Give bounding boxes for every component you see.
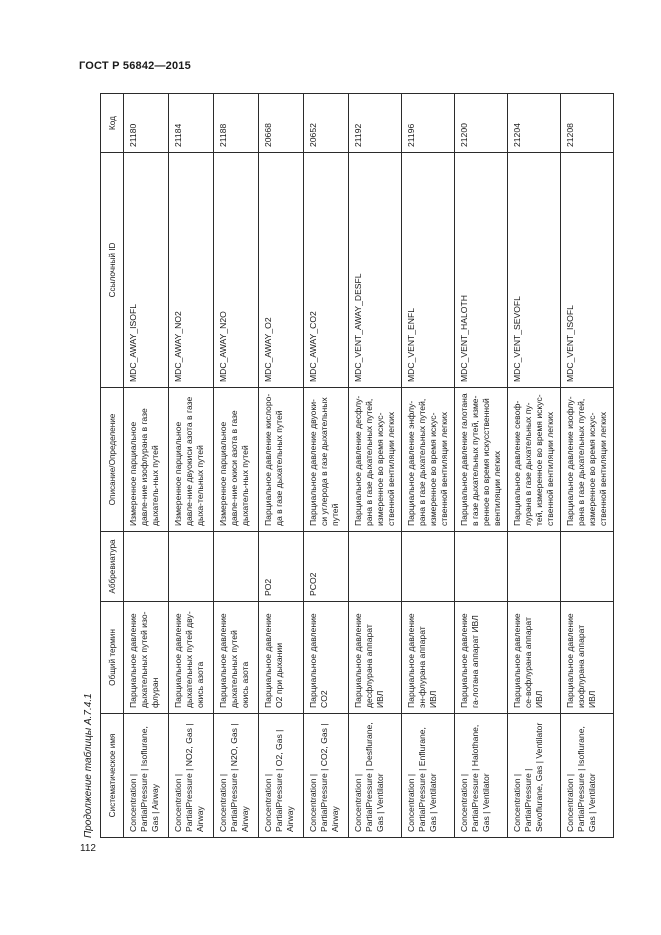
cell-abbreviation — [124, 532, 169, 602]
cell-common-term: Парциальное давление изофлурана аппарат ИВЛ — [561, 602, 614, 714]
cell-description: Парциальное давление десфлу-рана в газе дыхательных путей, измеренное во время искус-ственной вентиляции легких — [349, 388, 402, 532]
cell-abbreviation — [508, 532, 561, 602]
rotated-table-block — [78, 94, 608, 838]
cell-system-name: Concentration | PartialPressure | N2O, Gas | Airway — [214, 714, 259, 838]
cell-system-name: Concentration | PartialPressure | Desflurane, Gas | Ventilator — [349, 714, 402, 838]
cell-common-term: Парциальное давление CO2 — [304, 602, 349, 714]
cell-system-name: Concentration | PartialPressure | Sevoflurane, Gas | Ventilator — [508, 714, 561, 838]
cell-description: Парциальное давление изофлу-рана в газе дыхательных путей, измеренное во время искус-ственной вентиляции легких — [561, 388, 614, 532]
cell-system-name: Concentration | PartialPressure | Halothane, Gas | Ventilator — [455, 714, 508, 838]
cell-abbreviation — [214, 532, 259, 602]
cell-description: Парциальное давление галотана в газе дыхательных путей, изме-ренное во время искусственной вентиляции легких — [455, 388, 508, 532]
cell-code: 21184 — [169, 94, 214, 153]
cell-code: 21192 — [349, 94, 402, 153]
cell-common-term: Парциальное давление га-лотана аппарат ИВЛ — [455, 602, 508, 714]
header-abbreviation: Аббревиатура — [101, 532, 124, 602]
table-row — [259, 94, 304, 838]
header-description: Описание/Определение — [101, 388, 124, 532]
table-row — [214, 94, 259, 838]
header-code: Код — [101, 94, 124, 153]
cell-reference-id: MDC_AWAY_NO2 — [169, 153, 214, 388]
document-header: ГОСТ Р 56842—2015 — [79, 60, 191, 72]
cell-reference-id: MDC_VENT_HALOTH — [455, 153, 508, 388]
table-row — [402, 94, 455, 838]
cell-code: 21196 — [402, 94, 455, 153]
cell-abbreviation — [169, 532, 214, 602]
cell-common-term: Парциальное давление дыхательных путей окись азота — [214, 602, 259, 714]
cell-description: Парциальное давление энфлу-рана в газе дыхательных путей, измеренное во время искус-ственной вентиляции легких — [402, 388, 455, 532]
cell-description: Парциальное давление севоф-лурана в газе дыхательных пу-тей, измеренное во время искус-ственной вентиляции легких — [508, 388, 561, 532]
table-header-row — [101, 94, 124, 838]
cell-code: 20652 — [304, 94, 349, 153]
table-body — [124, 94, 614, 838]
cell-common-term: Парциальное давление десфлурана аппарат ИВЛ — [349, 602, 402, 714]
cell-system-name: Concentration | PartialPressure | Enflurane, Gas | Ventilator — [402, 714, 455, 838]
header-common-term: Общий термин — [101, 602, 124, 714]
header-reference-id: Ссылочный ID — [101, 153, 124, 388]
cell-reference-id: MDC_AWAY_O2 — [259, 153, 304, 388]
cell-common-term: Парциальное давление дыхательных путей изо-флуран — [124, 602, 169, 714]
cell-description: Парциальное давление двуоки-си углерода в газе дыхательных путей — [304, 388, 349, 532]
cell-abbreviation: PCO2 — [304, 532, 349, 602]
cell-code: 21208 — [561, 94, 614, 153]
terms-table — [100, 93, 614, 838]
cell-reference-id: MDC_AWAY_N2O — [214, 153, 259, 388]
cell-code: 21200 — [455, 94, 508, 153]
cell-abbreviation — [402, 532, 455, 602]
cell-reference-id: MDC_VENT_SEVOFL — [508, 153, 561, 388]
cell-system-name: Concentration | PartialPressure | Isoflurane, Gas | Ventilator — [561, 714, 614, 838]
table-row — [349, 94, 402, 838]
cell-common-term: Парциальное давление эн-флурана аппарат ИВЛ — [402, 602, 455, 714]
cell-abbreviation — [455, 532, 508, 602]
cell-common-term: Парциальное давление дыхательных путей дву-окись азота — [169, 602, 214, 714]
cell-reference-id: MDC_AWAY_CO2 — [304, 153, 349, 388]
cell-description: Измеренное парциальное давле-ние окиси азота в газе дыхатель-ных путей — [214, 388, 259, 532]
cell-reference-id: MDC_VENT_AWAY_DESFL — [349, 153, 402, 388]
table-row — [169, 94, 214, 838]
table-row — [561, 94, 614, 838]
table-row — [124, 94, 169, 838]
cell-system-name: Concentration | PartialPressure | O2, Gas | Airway — [259, 714, 304, 838]
cell-code: 20668 — [259, 94, 304, 153]
table-row — [455, 94, 508, 838]
cell-reference-id: MDC_VENT_ENFL — [402, 153, 455, 388]
cell-system-name: Concentration | PartialPressure | CO2, Gas | Airway — [304, 714, 349, 838]
cell-description: Парциальное давление кислоро-да в газе дыхательных путей — [259, 388, 304, 532]
cell-description: Измеренное парциальное давле-ние двуокиси азота в газе дыха-тельных путей — [169, 388, 214, 532]
cell-abbreviation — [561, 532, 614, 602]
table-caption: Продолжение таблицы А.7.4.1 — [83, 693, 94, 838]
table-row — [304, 94, 349, 838]
cell-code: 21188 — [214, 94, 259, 153]
cell-common-term: Парциальное давление O2 при дыхании — [259, 602, 304, 714]
cell-description: Измеренное парциальное давле-ние изофлурана в газе дыхатель-ных путей — [124, 388, 169, 532]
page-number: 112 — [80, 843, 96, 854]
cell-abbreviation — [349, 532, 402, 602]
cell-system-name: Concentration | PartialPressure | NO2, Gas | Airway — [169, 714, 214, 838]
cell-abbreviation: PO2 — [259, 532, 304, 602]
cell-reference-id: MDC_VENT_ISOFL — [561, 153, 614, 388]
cell-code: 21204 — [508, 94, 561, 153]
header-system-name: Систематическое имя — [101, 714, 124, 838]
table-row — [508, 94, 561, 838]
cell-common-term: Парциальное давление се-вофлурана аппарат ИВЛ — [508, 602, 561, 714]
cell-code: 21180 — [124, 94, 169, 153]
cell-reference-id: MDC_AWAY_ISOFL — [124, 153, 169, 388]
cell-system-name: Concentration | PartialPressure | Isoflurane, Gas | Airway — [124, 714, 169, 838]
